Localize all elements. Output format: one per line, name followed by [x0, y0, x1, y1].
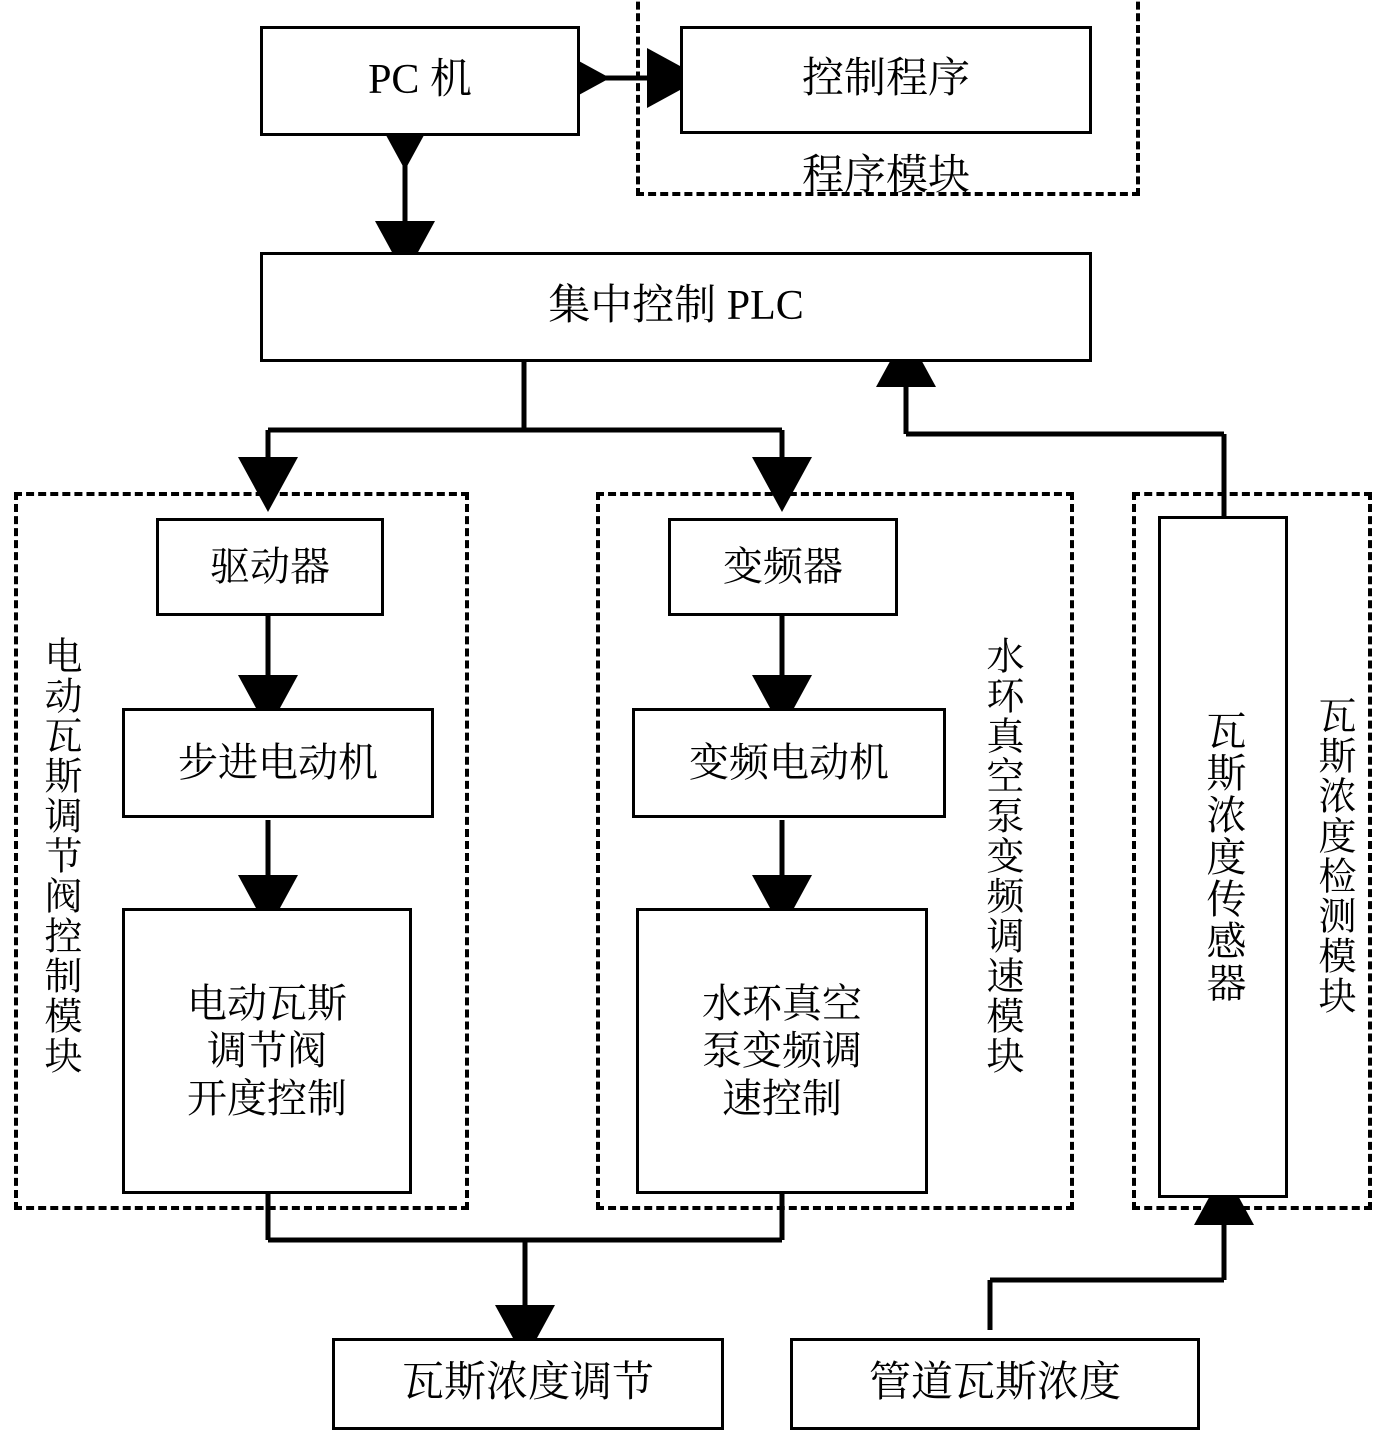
pump-control-line-2: 泵变频调	[702, 1028, 862, 1074]
box-pump-speed-control[interactable]	[636, 908, 928, 1194]
box-pc[interactable]: PC 机	[260, 26, 580, 136]
pump-control-line-3: 速控制	[722, 1075, 842, 1121]
box-gas-concentration-adjust[interactable]: 瓦斯浓度调节	[332, 1338, 724, 1430]
valve-control-line-1: 电动瓦斯	[187, 981, 347, 1027]
box-vfd-motor[interactable]: 变频电动机	[632, 708, 946, 818]
box-gas-sensor-label: 瓦斯浓度传感器	[1201, 710, 1246, 1004]
box-stepper-motor[interactable]: 步进电动机	[122, 708, 434, 818]
pump-control-line-1: 水环真空	[702, 981, 862, 1027]
label-valve-module: 电动瓦斯调节阀控制模块	[37, 636, 80, 1076]
label-program-module: 程序模块	[801, 153, 970, 199]
valve-control-line-3: 开度控制	[187, 1075, 347, 1121]
box-pipeline-gas-concentration[interactable]: 管道瓦斯浓度	[790, 1338, 1200, 1430]
label-sensor-module: 瓦斯浓度检测模块	[1311, 696, 1354, 1016]
box-valve-opening-control[interactable]	[122, 908, 412, 1194]
box-control-program[interactable]: 控制程序	[680, 26, 1092, 134]
box-vfd[interactable]: 变频器	[668, 518, 898, 616]
valve-control-line-2: 调节阀	[207, 1028, 327, 1074]
box-plc[interactable]: 集中控制 PLC	[260, 252, 1092, 362]
box-gas-sensor[interactable]	[1158, 516, 1288, 1198]
box-driver[interactable]: 驱动器	[156, 518, 384, 616]
label-pump-module: 水环真空泵变频调速模块	[979, 636, 1022, 1076]
